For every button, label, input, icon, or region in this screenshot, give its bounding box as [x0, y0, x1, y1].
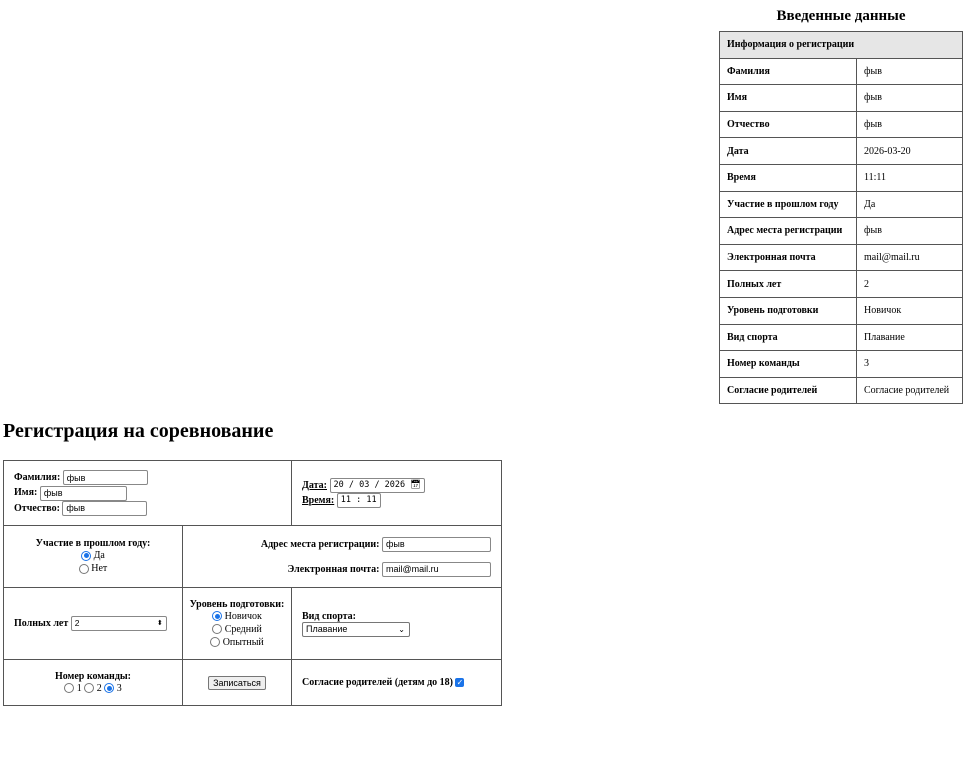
level-option-label: Опытный	[222, 636, 264, 648]
level-label: Уровень подготовки:	[189, 598, 285, 610]
team-option-label: 1	[76, 682, 82, 694]
summary-header-row	[720, 32, 963, 59]
participation-cell	[4, 526, 183, 588]
table-row	[720, 351, 963, 378]
radio-no[interactable]	[79, 564, 89, 574]
summary-header: Информация о регистрации	[720, 32, 963, 59]
row-key: Номер команды	[720, 351, 857, 378]
row-key: Полных лет	[720, 271, 857, 298]
summary-table	[719, 31, 963, 404]
table-row	[720, 191, 963, 218]
row-value: 11:11	[857, 164, 963, 191]
spinner-icon[interactable]: ⬍	[156, 620, 163, 627]
row-value: Новичок	[857, 297, 963, 324]
age-input[interactable]	[71, 616, 167, 631]
row-key: Уровень подготовки	[720, 297, 857, 324]
chevron-down-icon: ⌄	[398, 624, 405, 634]
submit-cell	[183, 660, 292, 706]
team-options	[14, 682, 172, 695]
contact-cell	[183, 526, 502, 588]
table-row	[720, 85, 963, 112]
form-title: Регистрация на соревнование	[3, 420, 274, 442]
table-row	[720, 244, 963, 271]
row-key: Отчество	[720, 111, 857, 138]
level-option[interactable]	[187, 610, 287, 623]
level-option[interactable]	[187, 623, 287, 636]
row-value: 3	[857, 351, 963, 378]
row-value: 2026-03-20	[857, 138, 963, 165]
table-row	[720, 297, 963, 324]
calendar-icon[interactable]: 📅︎	[410, 480, 422, 490]
sport-value: Плавание	[306, 623, 348, 634]
age-value: 2	[74, 618, 80, 628]
date-label: Дата:	[302, 479, 327, 491]
table-row	[720, 58, 963, 85]
row-key: Согласие родителей	[720, 377, 857, 404]
row-key: Время	[720, 164, 857, 191]
level-option[interactable]	[187, 636, 287, 649]
address-input[interactable]	[382, 537, 491, 552]
age-label: Полных лет	[14, 617, 69, 629]
table-row	[720, 164, 963, 191]
row-value: фыв	[857, 85, 963, 112]
date-value: 20 / 03 / 2026	[333, 480, 406, 490]
team-label: Номер команды:	[54, 670, 132, 682]
table-row	[720, 377, 963, 404]
row-value: фыв	[857, 111, 963, 138]
participation-option[interactable]	[14, 549, 172, 562]
surname-input[interactable]	[63, 470, 148, 485]
row-value: Да	[857, 191, 963, 218]
row-key: Вид спорта	[720, 324, 857, 351]
row-value: 2	[857, 271, 963, 298]
team-option-label: 2	[96, 682, 102, 694]
row-key: Адрес места регистрации	[720, 218, 857, 245]
time-input[interactable]	[337, 493, 381, 508]
email-label: Электронная почта:	[287, 563, 380, 575]
participation-label: Участие в прошлом году:	[35, 538, 151, 549]
radio-yes[interactable]	[81, 551, 91, 561]
patronymic-label: Отчество:	[14, 502, 60, 514]
table-row	[720, 324, 963, 351]
consent-checkbox[interactable]: ✓	[456, 678, 464, 688]
row-value: фыв	[857, 58, 963, 85]
registration-form	[3, 460, 502, 706]
level-cell	[183, 588, 292, 660]
level-option-label: Средний	[224, 623, 262, 635]
table-row	[720, 218, 963, 245]
submit-button[interactable]: Записаться	[208, 676, 266, 690]
date-input[interactable]	[330, 478, 426, 493]
row-key: Имя	[720, 85, 857, 112]
row-value: mail@mail.ru	[857, 244, 963, 271]
row-value: Согласие родителей	[857, 377, 963, 404]
patronymic-input[interactable]	[62, 501, 147, 516]
row-value: фыв	[857, 218, 963, 245]
name-input[interactable]	[40, 486, 127, 501]
time-label: Время:	[302, 495, 335, 506]
team-cell	[4, 660, 183, 706]
sport-cell	[292, 588, 502, 660]
row-value: Плавание	[857, 324, 963, 351]
age-cell	[4, 588, 183, 660]
table-row	[720, 138, 963, 165]
surname-label: Фамилия:	[14, 472, 61, 484]
level-option-label: Новичок	[224, 610, 262, 622]
radio-team-2[interactable]	[84, 683, 94, 693]
team-option-label: 3	[116, 682, 122, 694]
row-key: Участие в прошлом году	[720, 191, 857, 218]
consent-cell	[292, 660, 502, 706]
sport-select[interactable]	[302, 622, 410, 637]
name-label: Имя:	[14, 487, 38, 499]
participation-yes-label: Да	[93, 550, 105, 561]
email-input[interactable]	[382, 562, 491, 577]
row-key: Дата	[720, 138, 857, 165]
datetime-cell	[292, 461, 502, 526]
table-row	[720, 111, 963, 138]
consent-label: Согласие родителей (детям до 18)	[302, 677, 453, 688]
table-row	[720, 271, 963, 298]
radio-level-1[interactable]	[212, 611, 222, 621]
radio-team-1[interactable]	[64, 683, 74, 693]
sport-label: Вид спорта:	[302, 610, 356, 622]
radio-team-3[interactable]	[104, 683, 114, 693]
participation-no-label: Нет	[91, 563, 108, 574]
summary-panel	[719, 8, 963, 404]
radio-level-2[interactable]	[212, 624, 222, 634]
radio-level-3[interactable]	[210, 637, 220, 647]
participation-option[interactable]	[14, 562, 172, 575]
time-value: 11 : 11	[340, 495, 377, 506]
row-key: Фамилия	[720, 58, 857, 85]
summary-title: Введенные данные	[776, 8, 906, 24]
address-label: Адрес места регистрации:	[260, 538, 380, 550]
row-key: Электронная почта	[720, 244, 857, 271]
name-cell	[4, 461, 292, 526]
